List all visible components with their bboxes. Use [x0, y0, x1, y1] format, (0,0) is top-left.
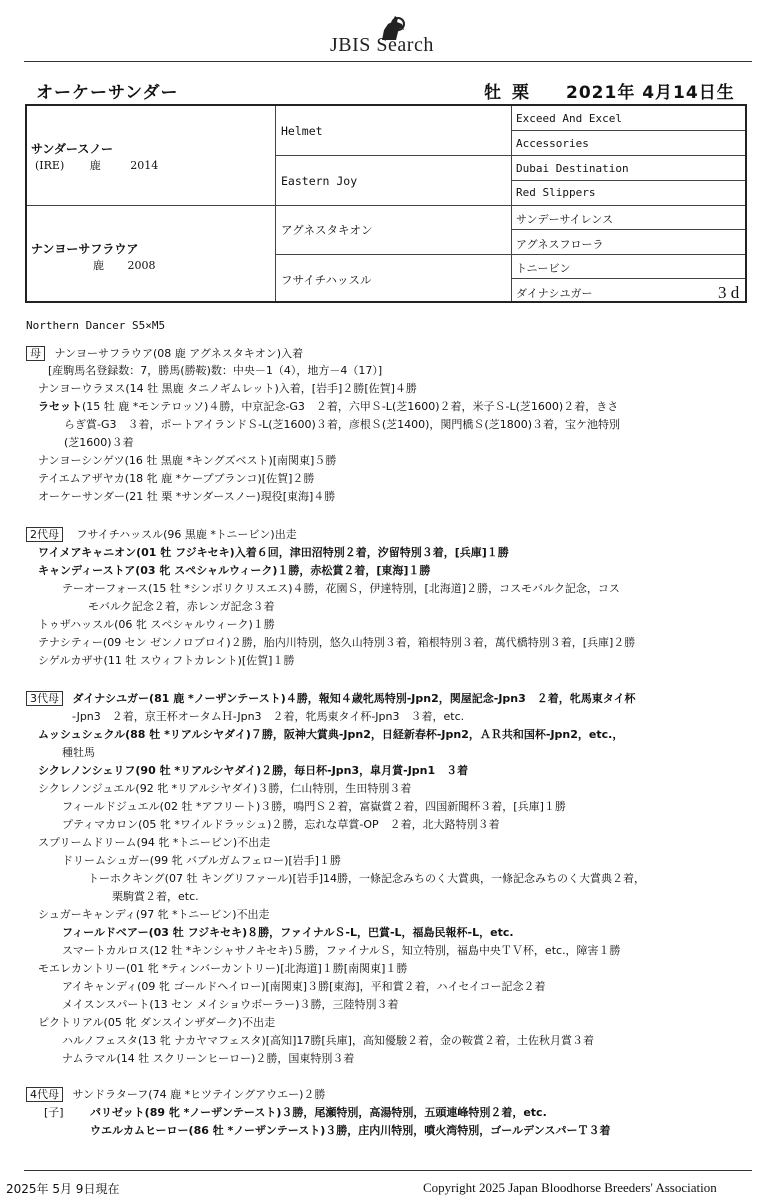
g3-progeny-3-2: プティマカロン(05 牝 *ワイルドラッシュ)２勝，忘れな草賞-OP ２着，北大路特別３着	[62, 818, 500, 831]
g3-head-cont: -Jpn3 ２着，京王杯オータムＨ-Jpn3 ２着，牝馬東タイ杯-Jpn3 ３着，etc.	[72, 710, 465, 723]
g4-head: サンドラターフ(74 鹿 *ヒツテイングアウエー)２勝	[72, 1088, 326, 1101]
g2-progeny-1: ワイメアキャニオン(01 牡 フジキセキ)入着６回，津田沼特別２着，汐留特別３着，[兵庫]１勝	[38, 546, 509, 559]
g3-progeny-6-2: メイスンスパート(13 セン メイショウボーラー)３勝，三陸特別３着	[62, 998, 399, 1011]
g3-progeny-1-cont: 種牡馬	[62, 746, 95, 759]
sire-year: 2014	[130, 159, 159, 172]
g2-progeny-3: トゥザハッスル(06 牝 スペシャルウィーク)１勝	[38, 618, 275, 631]
pedigree-g3-4[interactable]: Red Slippers	[516, 186, 596, 199]
g4-tag: 4代母	[26, 1087, 63, 1102]
logo-text: JBIS Search	[330, 34, 434, 56]
pedigree-g3-1[interactable]: Exceed And Excel	[516, 112, 622, 125]
inbreeding-mark: 3 d	[718, 283, 740, 302]
g3-progeny-4-1: ドリームシュガー(99 牝 バブルガムフェロー)[岩手]１勝	[62, 854, 341, 867]
pedigree-table	[25, 104, 747, 303]
g2-progeny-2-1-cont: モバルク記念２着，赤レンガ記念３着	[88, 600, 275, 613]
g3-progeny-5: シュガーキャンディ(97 牝 *トニービン)不出走	[38, 908, 270, 921]
g4-child-label: [子]	[44, 1106, 64, 1119]
inbreeding-cross: Northern Dancer S5×M5	[26, 319, 166, 332]
sire-color: 鹿	[89, 159, 101, 172]
g3-tag: 3代母	[26, 691, 63, 706]
dam-progeny-2-cont2: (芝1600)３着	[64, 436, 134, 449]
dam-cell[interactable]	[31, 240, 156, 273]
sire-cell[interactable]	[31, 140, 158, 173]
g4-progeny-1: パリゼット(89 牝 *ノーザンテースト)３勝，尾瀬特別，高湯特別，五頭連峰特別２着，etc.	[90, 1106, 547, 1119]
dam-head: ナンヨーサフラウア(08 鹿 アグネスタキオン)入着	[54, 347, 304, 360]
g2-tag: 2代母	[26, 527, 63, 542]
g3-head: ダイナシユガー(81 鹿 *ノーザンテースト)４勝，報知４歳牝馬特別-Jpn2，関屋記念-Jpn3 ２着，牝馬東タイ杯	[72, 692, 636, 705]
pedigree-g3-5[interactable]: サンデーサイレンス	[516, 213, 614, 226]
dam-progeny-2-cont: らぎ賞-G3 ３着，ポートアイランドＳ-L(芝1600)３着，彦根Ｓ(芝1400)，関門橋Ｓ(芝1800)３着，宝ケ池特別	[64, 418, 620, 431]
pedigree-g3-2[interactable]: Accessories	[516, 137, 589, 150]
dam-progeny-2-record: (15 牡 鹿 *モンテロッソ)４勝，中京記念-G3 ２着，六甲Ｓ-L(芝1600)２着，米子Ｓ-L(芝1600)２着，きさ	[82, 400, 619, 413]
dam-progeny-1: ナンヨーウラヌス(14 牡 黒鹿 タニノギムレット)入着，[岩手]２勝[佐賀]４勝	[38, 382, 417, 395]
g3-progeny-5-1: フィールドベアー(03 牡 フジキセキ)８勝，ファイナルＳ-L，巴賞-L，福島民報杯-L，etc.	[62, 926, 514, 939]
g3-progeny-4: スプリームドリーム(94 牝 *トニービン)不出走	[38, 836, 271, 849]
g4-progeny-2: ウエルカムヒーロー(86 牡 *ノーザンテースト)３勝，庄内川特別，噴火湾特別，ゴールデンスパーＴ３着	[90, 1124, 611, 1137]
pedigree-g3-6[interactable]: アグネスフローラ	[516, 238, 604, 251]
g3-progeny-6: モエレカントリー(01 牝 *ティンバーカントリー)[北海道]１勝[南関東]１勝	[38, 962, 408, 975]
footer-copyright: Copyright 2025 Japan Bloodhorse Breeders' Association	[423, 1180, 717, 1195]
dam-progeny-2-name: ラセット	[38, 400, 82, 413]
g2-progeny-5: シゲルカザサ(11 牡 スウィフトカレント)[佐賀]１勝	[38, 654, 295, 667]
g3-progeny-4-1-1: トーホクキング(07 牡 キングリファール)[岩手]14勝，一條記念みちのく大賞典，一條記念みちのく大賞典２着，	[88, 872, 646, 885]
pedigree-g3-3[interactable]: Dubai Destination	[516, 162, 629, 175]
horse-sex: 牡	[484, 83, 501, 103]
dam-color: 鹿	[93, 259, 104, 272]
dam-tag: 母	[26, 346, 45, 361]
dam-progeny-3: ナンヨーシンゲツ(16 牡 黒鹿 *キングズベスト)[南関東]５勝	[38, 454, 337, 467]
g3-progeny-3: シクレノンジュエル(92 牝 *リアルシヤダイ)３勝，仁山特別，生田特別３着	[38, 782, 412, 795]
g3-progeny-2: シクレノンシェリフ(90 牡 *リアルシヤダイ)２勝，毎日杯-Jpn3，皐月賞-Jpn1 ３着	[38, 764, 469, 777]
g3-progeny-7-2: ナムラマル(14 牡 スクリーンヒーロー)２勝，国東特別３着	[62, 1052, 355, 1065]
g3-progeny-4-1-1-cont: 栗駒賞２着，etc.	[112, 890, 199, 903]
sire-origin: (IRE)	[35, 159, 65, 172]
g3-progeny-5-2: スマートカルロス(12 牡 *キンシャサノキセキ)５勝，ファイナルＳ，知立特別，福島中央ＴＶ杯，etc.，障害１勝	[62, 944, 621, 957]
dam-stats: [産駒馬名登録数：7，勝馬(勝鞍)数：中央－1（4），地方－4（17）]	[48, 364, 383, 377]
dam-year: 2008	[127, 259, 156, 272]
header-divider	[24, 61, 752, 62]
dam-name[interactable]: ナンヨーサフラウア	[31, 242, 139, 256]
footer-date: 2025年 5月 9日現在	[6, 1182, 120, 1196]
dam-progeny-4: テイエムアザヤカ(18 牝 鹿 *ケープブランコ)[佐賀]２勝	[38, 472, 315, 485]
g2-progeny-2: キャンディーストア(03 牝 スペシャルウィーク)１勝，赤松賞２着，[東海]１勝	[38, 564, 431, 577]
pedigree-g2-2[interactable]: Eastern Joy	[281, 174, 358, 188]
sire-name[interactable]: サンダースノー	[31, 142, 113, 156]
g2-progeny-2-1: テーオーフォース(15 牡 *シンボリクリスエス)４勝，花園Ｓ，伊達特別，[北海道]２勝，コスモバルク記念，コス	[62, 582, 620, 595]
horse-color: 栗	[512, 83, 529, 103]
pedigree-g2-3[interactable]: アグネスタキオン	[281, 223, 373, 237]
pedigree-g3-8[interactable]: ダイナシユガー	[516, 287, 593, 300]
g2-head: フサイチハッスル(96 黒鹿 *トニービン)出走	[76, 528, 297, 541]
g3-progeny-6-1: アイキャンディ(09 牝 ゴールドヘイロー)[南関東]３勝[東海]，平和賞２着，ハイセイコー記念２着	[62, 980, 546, 993]
g3-progeny-1: ムッシュシェクル(88 牡 *リアルシヤダイ)７勝，阪神大賞典-Jpn2，日経新春杯-Jpn2，ＡＲ共和国杯-Jpn2，etc.，	[38, 728, 624, 741]
g3-progeny-3-1: フィールドジュエル(02 牡 *アフリート)３勝，鳴門Ｓ２着，富嶽賞２着，四国新聞杯３着，[兵庫]１勝	[62, 800, 566, 813]
g3-progeny-7-1: ハルノフェスタ(13 牝 ナカヤマフェスタ)[高知]17勝[兵庫]，高知優駿２着，金の鞍賞２着，土佐秋月賞３着	[62, 1034, 594, 1047]
site-logo[interactable]	[0, 10, 775, 60]
dam-progeny-5: オーケーサンダー(21 牡 栗 *サンダースノー)現役[東海]４勝	[38, 490, 336, 503]
g2-progeny-4: テナシティー(09 セン ゼンノロブロイ)２勝，胎内川特別，悠久山特別３着，箱根特別３着，萬代橋特別３着，[兵庫]２勝	[38, 636, 636, 649]
pedigree-g3-7[interactable]: トニービン	[516, 262, 571, 275]
horse-birth-date: 2021年 4月14日生	[566, 83, 735, 103]
g3-progeny-7: ピクトリアル(05 牝 ダンスインザダーク)不出走	[38, 1016, 276, 1029]
footer-divider	[24, 1170, 752, 1171]
horse-name: オーケーサンダー	[36, 83, 179, 103]
pedigree-g2-4[interactable]: フサイチハッスル	[281, 273, 372, 287]
pedigree-g2-1[interactable]: Helmet	[281, 124, 323, 138]
